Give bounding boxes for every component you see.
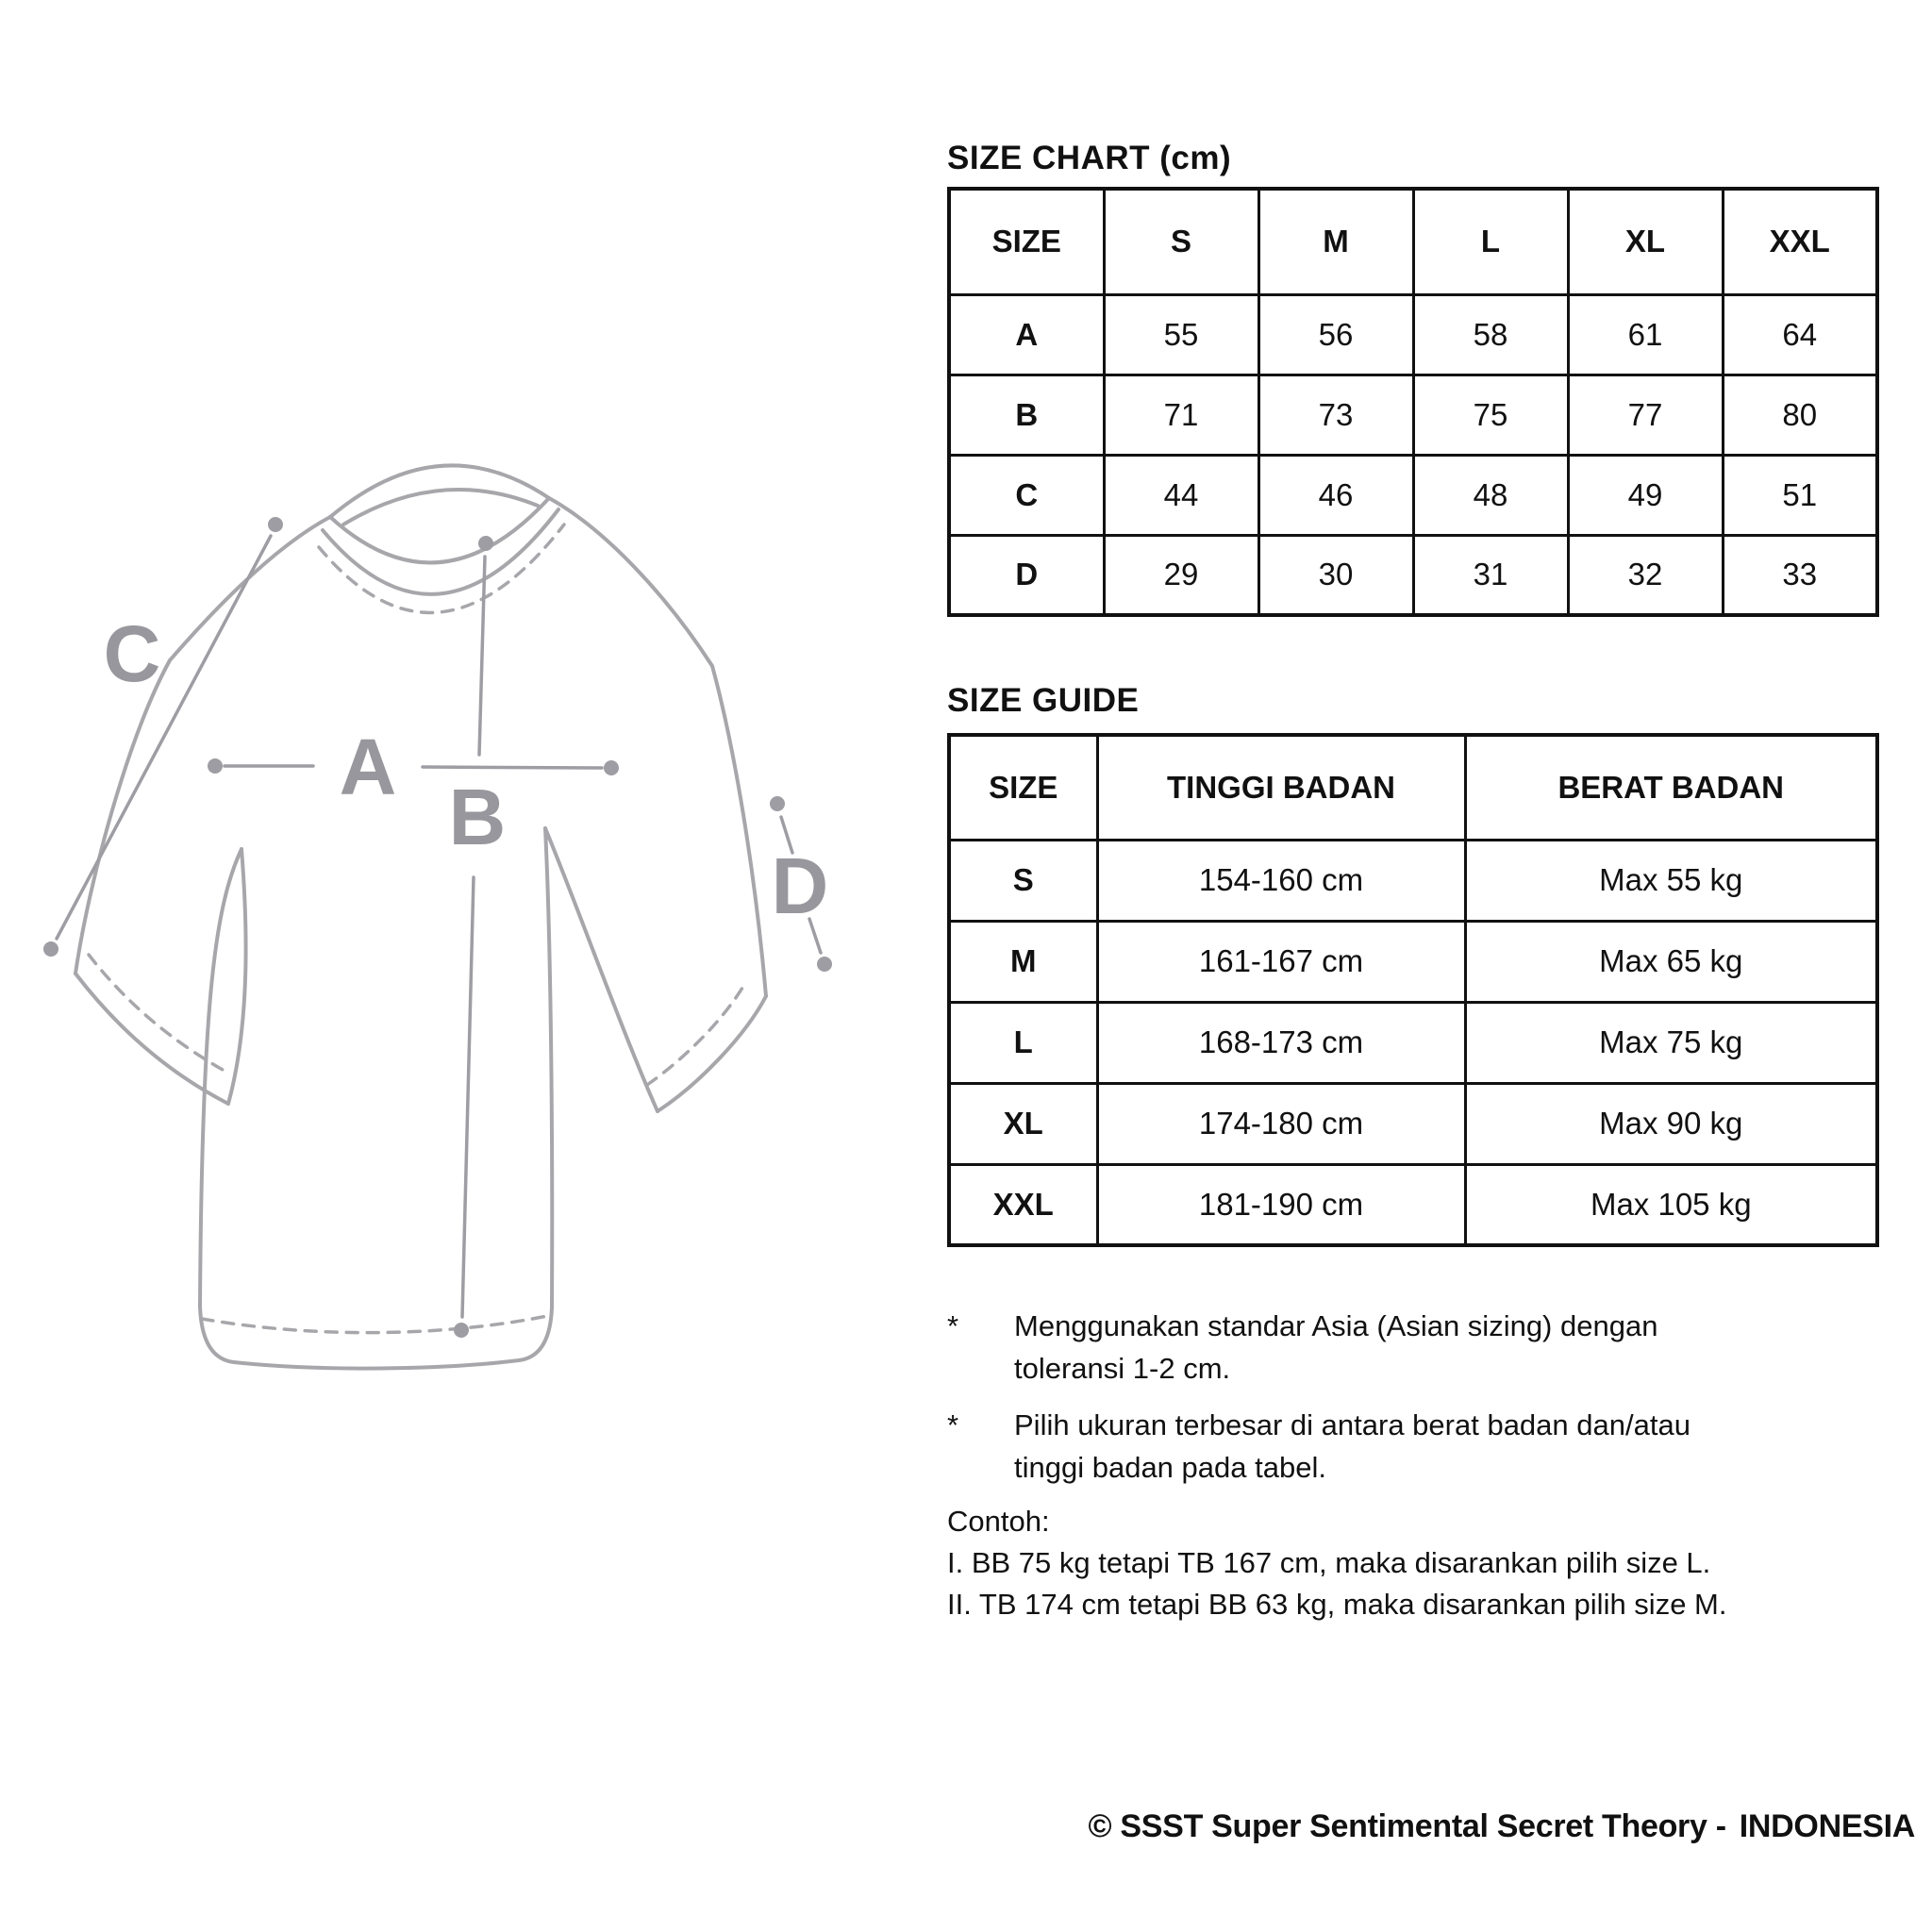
measurement-b-line-top — [479, 557, 485, 755]
measurement-a-left-dot — [208, 758, 223, 774]
size-chart-row-label: C — [949, 455, 1104, 535]
measurement-label-d: D — [771, 841, 829, 930]
bottom-stitch-dashed-line — [202, 1315, 552, 1333]
size-chart-cell: 71 — [1104, 375, 1258, 455]
size-guide-row-label: L — [949, 1002, 1097, 1083]
size-chart-cell: 49 — [1568, 455, 1723, 535]
contoh-examples — [947, 1501, 1919, 1625]
size-guide-row-label: M — [949, 921, 1097, 1002]
tshirt-outline — [75, 465, 766, 1368]
size-chart-cell: 44 — [1104, 455, 1258, 535]
size-guide-row-xl — [949, 1083, 1877, 1164]
measurement-label-b: B — [448, 773, 507, 861]
measurement-a-right-dot — [604, 760, 619, 775]
note-line: toleransi 1-2 cm. — [1014, 1352, 1231, 1385]
size-chart-cell: 75 — [1413, 375, 1568, 455]
size-chart-cell: 77 — [1568, 375, 1723, 455]
size-guide-cell-tinggi: 181-190 cm — [1097, 1164, 1465, 1245]
size-guide-row-l — [949, 1002, 1877, 1083]
size-guide-row-label: XL — [949, 1083, 1097, 1164]
size-chart-cell: 73 — [1258, 375, 1413, 455]
size-guide-row-m — [949, 921, 1877, 1002]
size-guide-cell-tinggi: 154-160 cm — [1097, 840, 1465, 921]
size-chart-header-cell: M — [1258, 189, 1413, 294]
size-chart-cell: 55 — [1104, 294, 1258, 375]
measurement-b — [449, 536, 507, 1338]
measurement-c — [43, 517, 283, 957]
size-chart-row-d — [949, 535, 1877, 615]
size-chart-row-label: D — [949, 535, 1104, 615]
measurement-d-bottom-dot — [817, 957, 832, 972]
size-guide-row-s — [949, 840, 1877, 921]
bottom-hem-line — [200, 1307, 552, 1369]
size-chart-header-cell: XXL — [1723, 189, 1877, 294]
size-guide-cell-tinggi: 161-167 cm — [1097, 921, 1465, 1002]
measurement-c-top-dot — [268, 517, 283, 532]
copyright-region: INDONESIA — [1739, 1808, 1915, 1844]
tshirt-measurement-diagram — [0, 0, 896, 1509]
size-chart-header-row — [949, 189, 1877, 294]
measurement-label-c: C — [103, 609, 161, 698]
size-chart-row-label: A — [949, 294, 1104, 375]
size-chart-header-cell: XL — [1568, 189, 1723, 294]
size-chart-cell: 46 — [1258, 455, 1413, 535]
size-chart-cell: 29 — [1104, 535, 1258, 615]
size-guide-row-label: S — [949, 840, 1097, 921]
size-chart-table — [947, 187, 1879, 617]
tshirt-diagram-svg — [0, 0, 896, 1509]
size-guide-cell-berat: Max 90 kg — [1465, 1083, 1877, 1164]
size-guide-row-xxl — [949, 1164, 1877, 1245]
size-chart-cell: 64 — [1723, 294, 1877, 375]
note-line: tinggi badan pada tabel. — [1014, 1451, 1326, 1484]
size-guide-header-cell: BERAT BADAN — [1465, 735, 1877, 840]
sizing-notes — [947, 1305, 1900, 1503]
collar-back-inner-line — [343, 490, 538, 525]
right-sleeve-hem-line — [658, 996, 766, 1111]
right-sleeve-outer-line — [712, 666, 766, 996]
asterisk-marker: * — [947, 1309, 959, 1342]
size-chart-cell: 56 — [1258, 294, 1413, 375]
size-chart-cell: 31 — [1413, 535, 1568, 615]
size-guide-cell-berat: Max 105 kg — [1465, 1164, 1877, 1245]
contoh-example-2: II. TB 174 cm tetapi BB 63 kg, maka disarankan pilih size M. — [947, 1588, 1727, 1621]
note-pick-largest-size — [947, 1404, 1900, 1489]
size-guide-row-label: XXL — [949, 1164, 1097, 1245]
note-line: Menggunakan standar Asia (Asian sizing) dengan — [1014, 1309, 1658, 1342]
collar-opening-line — [330, 498, 549, 562]
size-guide-title: SIZE GUIDE — [947, 682, 1140, 719]
note-line: Pilih ukuran terbesar di antara berat badan dan/atau — [1014, 1408, 1690, 1441]
asterisk-marker: * — [947, 1408, 959, 1441]
left-underarm-line — [228, 849, 246, 1104]
measurement-label-a: A — [339, 723, 397, 811]
measurement-d-top-dot — [770, 796, 785, 811]
copyright-line — [1089, 1808, 1915, 1845]
size-chart-row-a — [949, 294, 1877, 375]
size-chart-cell: 51 — [1723, 455, 1877, 535]
size-chart-title: SIZE CHART (cm) — [947, 140, 1232, 176]
size-chart-cell: 32 — [1568, 535, 1723, 615]
size-guide-cell-tinggi: 174-180 cm — [1097, 1083, 1465, 1164]
size-chart-cell: 58 — [1413, 294, 1568, 375]
note-asian-sizing — [947, 1305, 1900, 1390]
size-guide-header-cell: SIZE — [949, 735, 1097, 840]
right-sleeve-stitch-dashed-line — [647, 983, 745, 1085]
size-chart-cell: 48 — [1413, 455, 1568, 535]
contoh-example-1: I. BB 75 kg tetapi TB 167 cm, maka disarankan pilih size L. — [947, 1546, 1711, 1579]
size-guide-table — [947, 733, 1879, 1247]
measurement-b-line-bottom — [462, 877, 474, 1317]
right-shoulder-line — [549, 498, 712, 666]
right-underarm-line — [545, 828, 658, 1111]
size-chart-cell: 30 — [1258, 535, 1413, 615]
size-guide-cell-berat: Max 65 kg — [1465, 921, 1877, 1002]
contoh-heading: Contoh: — [947, 1505, 1050, 1538]
size-chart-row-b — [949, 375, 1877, 455]
size-chart-cell: 61 — [1568, 294, 1723, 375]
size-chart-row-c — [949, 455, 1877, 535]
measurement-a — [208, 723, 619, 811]
size-guide-header-cell: TINGGI BADAN — [1097, 735, 1465, 840]
size-chart-row-label: B — [949, 375, 1104, 455]
measurement-b-top-dot — [478, 536, 493, 551]
size-chart-header-cell: S — [1104, 189, 1258, 294]
size-chart-header-cell: L — [1413, 189, 1568, 294]
note-text — [1014, 1305, 1900, 1390]
size-chart-cell: 33 — [1723, 535, 1877, 615]
measurement-c-line — [57, 536, 271, 939]
size-guide-header-row — [949, 735, 1877, 840]
copyright-text: © SSST Super Sentimental Secret Theory - — [1088, 1808, 1726, 1844]
note-text — [1014, 1404, 1900, 1489]
size-guide-cell-berat: Max 75 kg — [1465, 1002, 1877, 1083]
right-body-side-line — [545, 828, 552, 1307]
measurement-d — [770, 796, 832, 972]
size-guide-cell-tinggi: 168-173 cm — [1097, 1002, 1465, 1083]
measurement-c-bottom-dot — [43, 941, 58, 957]
size-chart-header-cell: SIZE — [949, 189, 1104, 294]
measurement-b-bottom-dot — [454, 1323, 469, 1338]
size-chart-cell: 80 — [1723, 375, 1877, 455]
measurement-a-line-right — [423, 767, 602, 768]
size-guide-cell-berat: Max 55 kg — [1465, 840, 1877, 921]
left-shoulder-line — [170, 517, 330, 660]
